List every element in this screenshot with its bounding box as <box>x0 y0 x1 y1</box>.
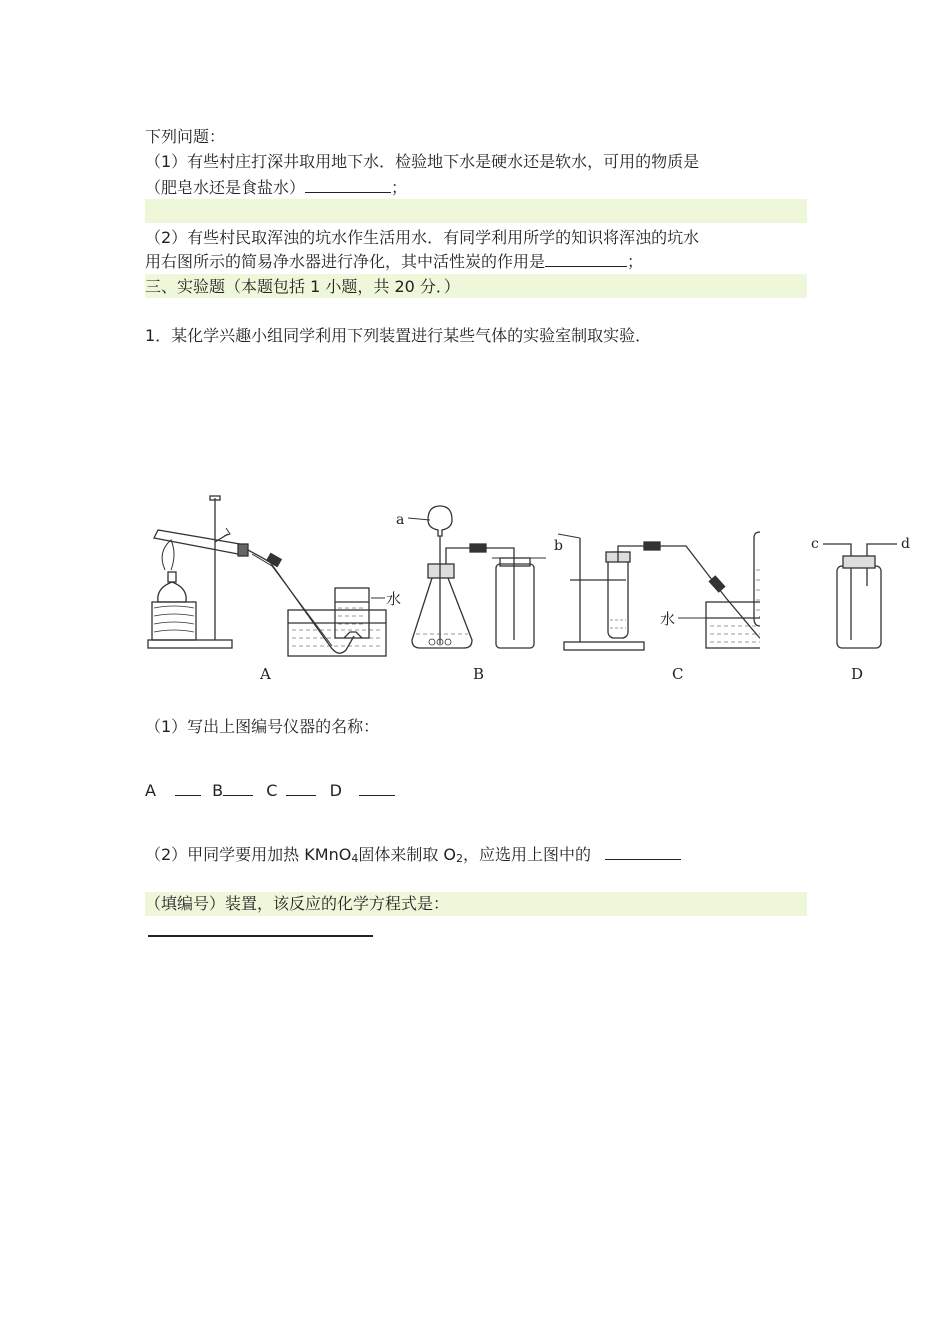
o2-subscript: 2 <box>456 852 463 865</box>
apparatus-figure <box>140 490 760 690</box>
figure-label-a: A <box>260 665 271 683</box>
question-2-text: （2）有些村民取浑浊的坑水作生活用水．有同学利用所学的知识将浑浊的坑水 <box>145 228 700 247</box>
answer-blank-b[interactable] <box>223 781 253 796</box>
intro-text: 下列问题： <box>145 127 226 146</box>
answer-blank-q1[interactable] <box>305 178 391 193</box>
sub-question-2-part-c: ，应选用上图中的 <box>463 845 592 864</box>
figure-water-label-a: 水 <box>386 590 402 608</box>
answer-blank-c[interactable] <box>286 781 316 796</box>
answer-label-a: A <box>145 781 156 800</box>
figure-part-d: d <box>901 536 910 552</box>
question-2-continuation <box>145 251 643 273</box>
sub-question-2-text <box>145 844 681 870</box>
sub-question-1-text: （1）写出上图编号仪器的名称： <box>145 717 380 736</box>
sub-question-2-part-b: 固体来制取 O <box>358 845 456 864</box>
answer-blank-q2[interactable] <box>545 252 627 267</box>
answer-blank-apparatus[interactable] <box>605 845 681 860</box>
apparatus-b-drawing <box>408 506 546 648</box>
answer-label-b: B <box>212 781 224 800</box>
question-1-text: （1）有些村庄打深井取用地下水．检验地下水是硬水还是软水，可用的物质是 <box>145 152 700 171</box>
figure-label-d: D <box>851 665 864 683</box>
question-1-end: ； <box>391 178 408 197</box>
question-2-end: ； <box>627 252 644 271</box>
figure-part-b: b <box>554 538 563 554</box>
apparatus-a-drawing <box>148 496 386 656</box>
figure-water-label-c: 水 <box>660 610 676 628</box>
experiment-1-text: 1．某化学兴趣小组同学利用下列装置进行某些气体的实验室制取实验． <box>145 326 652 345</box>
apparatus-d-figure <box>805 490 915 690</box>
answer-label-d: D <box>329 781 342 800</box>
question-2-body: 用右图所示的简易净水器进行净化，其中活性炭的作用是 <box>145 252 546 271</box>
question-1-continuation <box>145 177 407 199</box>
figure-part-c: c <box>811 536 819 552</box>
answer-label-c: C <box>266 781 278 800</box>
answer-row <box>145 780 395 802</box>
section-3-heading: 三、实验题（本题包括 1 小题，共 20 分．） <box>145 277 460 296</box>
highlight-band-1 <box>145 199 807 223</box>
kmno4-subscript: 4 <box>351 852 359 865</box>
answer-blank-d[interactable] <box>359 781 395 796</box>
sub-question-2-part-a: （2）甲同学要用加热 KMnO <box>145 845 352 864</box>
answer-line-equation[interactable] <box>148 935 373 937</box>
sub-question-2-continuation: （填编号）装置，该反应的化学方程式是： <box>145 894 450 913</box>
answer-blank-a[interactable] <box>175 781 201 796</box>
figure-label-b: B <box>473 665 485 683</box>
apparatus-c-drawing <box>558 532 760 650</box>
figure-label-c: C <box>672 665 684 683</box>
question-1-options: （肥皂水还是食盐水） <box>145 178 306 197</box>
figure-part-a: a <box>396 512 405 528</box>
